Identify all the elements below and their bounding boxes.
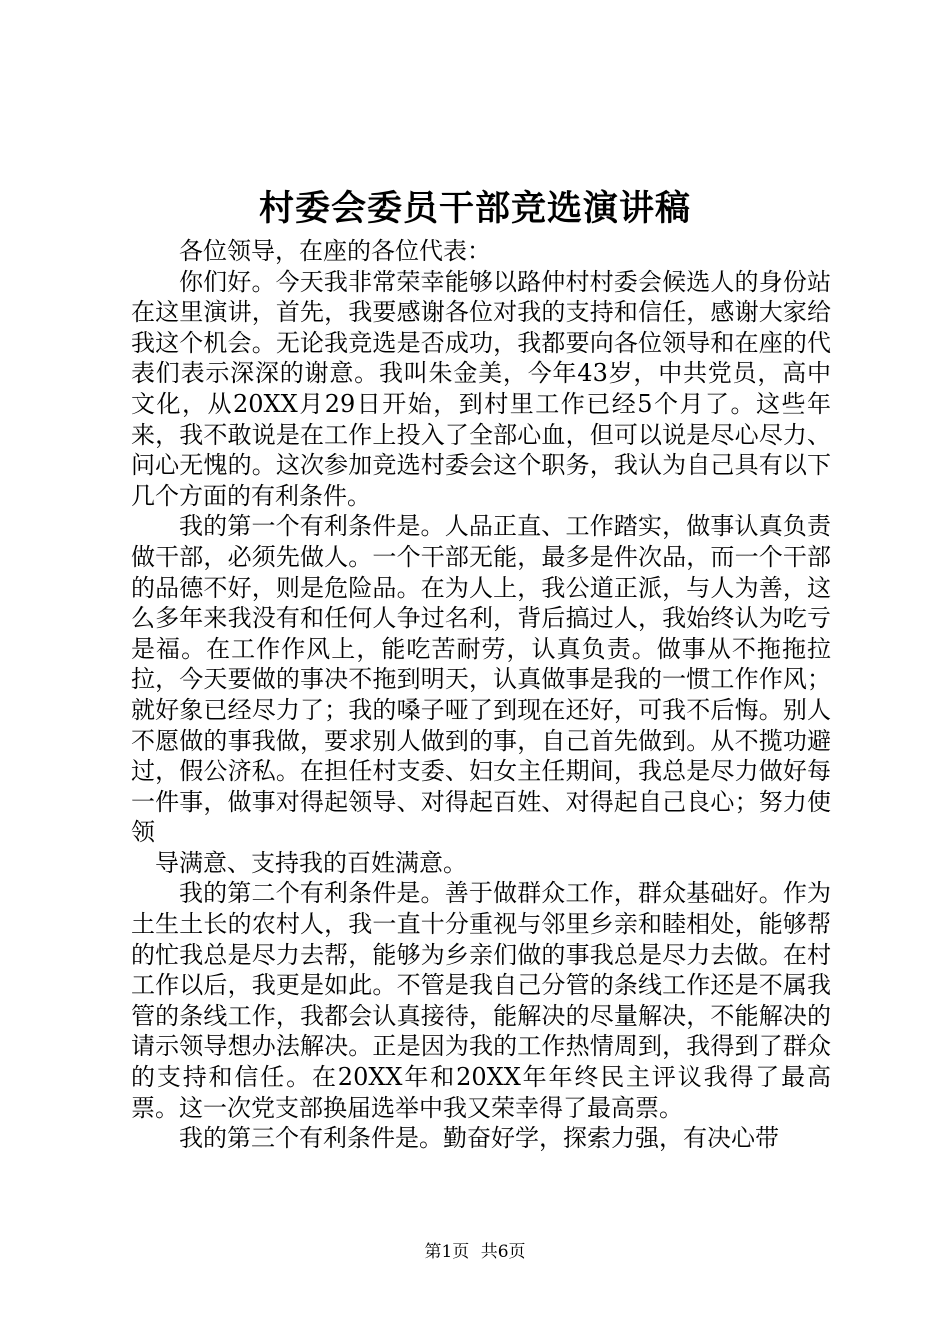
paragraph-second-condition: 我的第二个有利条件是。善于做群众工作，群众基础好。作为土生土长的农村人，我一直十分重视与邻里乡亲和睦相处，能够帮的忙我总是尽力去帮，能够为乡亲们做的事我总是尽力去做。在村工作以后，我更是如此。不管是我自己分管的条线工作还是不属我管的条线工作，我都会认真接待，能解决的尽量解决，不能解决的请示领导想办法解决。正是因为我的工作热情周到，我得到了群众的支持和信任。在20XX年和20XX年年终民主评议我得了最高票。这一次党支部换届选举中我又荣幸得了最高票。 — [131, 879, 831, 1122]
document-body — [131, 236, 831, 1154]
page-footer — [0, 1240, 950, 1264]
page-number: 第1页 — [424, 1242, 470, 1262]
paragraph-first-condition: 我的第一个有利条件是。人品正直、工作踏实，做事认真负责做干部，必须先做人。一个干部无能，最多是件次品，而一个干部的品德不好，则是危险品。在为人上，我公道正派，与人为善，这么多年来我没有和任何人争过名利，背后搞过人，我始终认为吃亏是福。在工作作风上，能吃苦耐劳，认真负责。做事从不拖拖拉拉，今天要做的事决不拖到明天，认真做事是我的一惯工作作风；就好象已经尽力了；我的嗓子哑了到现在还好，可我不后悔。别人不愿做的事我做，要求别人做到的事，自己首先做到。从不揽功避过，假公济私。在担任村支委、妇女主任期间，我总是尽力做好每一件事，做事对得起领导、对得起百姓、对得起自己良心；努力使领 — [131, 512, 831, 847]
page-total: 共6页 — [480, 1242, 526, 1262]
document-title: 村委会委员干部竞选演讲稿 — [258, 188, 691, 229]
paragraph-greeting: 各位领导，在座的各位代表： — [179, 237, 491, 265]
paragraph-first-condition-continued: 导满意、支持我的百姓满意。 — [155, 848, 467, 877]
paragraph-intro: 你们好。今天我非常荣幸能够以路仲村村委会候选人的身份站在这里演讲，首先，我要感谢各位对我的支持和信任，感谢大家给我这个机会。无论我竞选是否成功，我都要向各位领导和在座的代表们表示深深的谢意。我叫朱金美，今年43岁，中共党员，高中文化，从20XX月29日开始，到村里工作已经5个月了。这些年来，我不敢说是在工作上投入了全部心血，但可以说是尽心尽力、问心无愧的。这次参加竞选村委会这个职务，我认为自己具有以下几个方面的有利条件。 — [131, 267, 831, 510]
paragraph-third-condition: 我的第三个有利条件是。勤奋好学，探索力强，有决心带 — [179, 1124, 779, 1153]
